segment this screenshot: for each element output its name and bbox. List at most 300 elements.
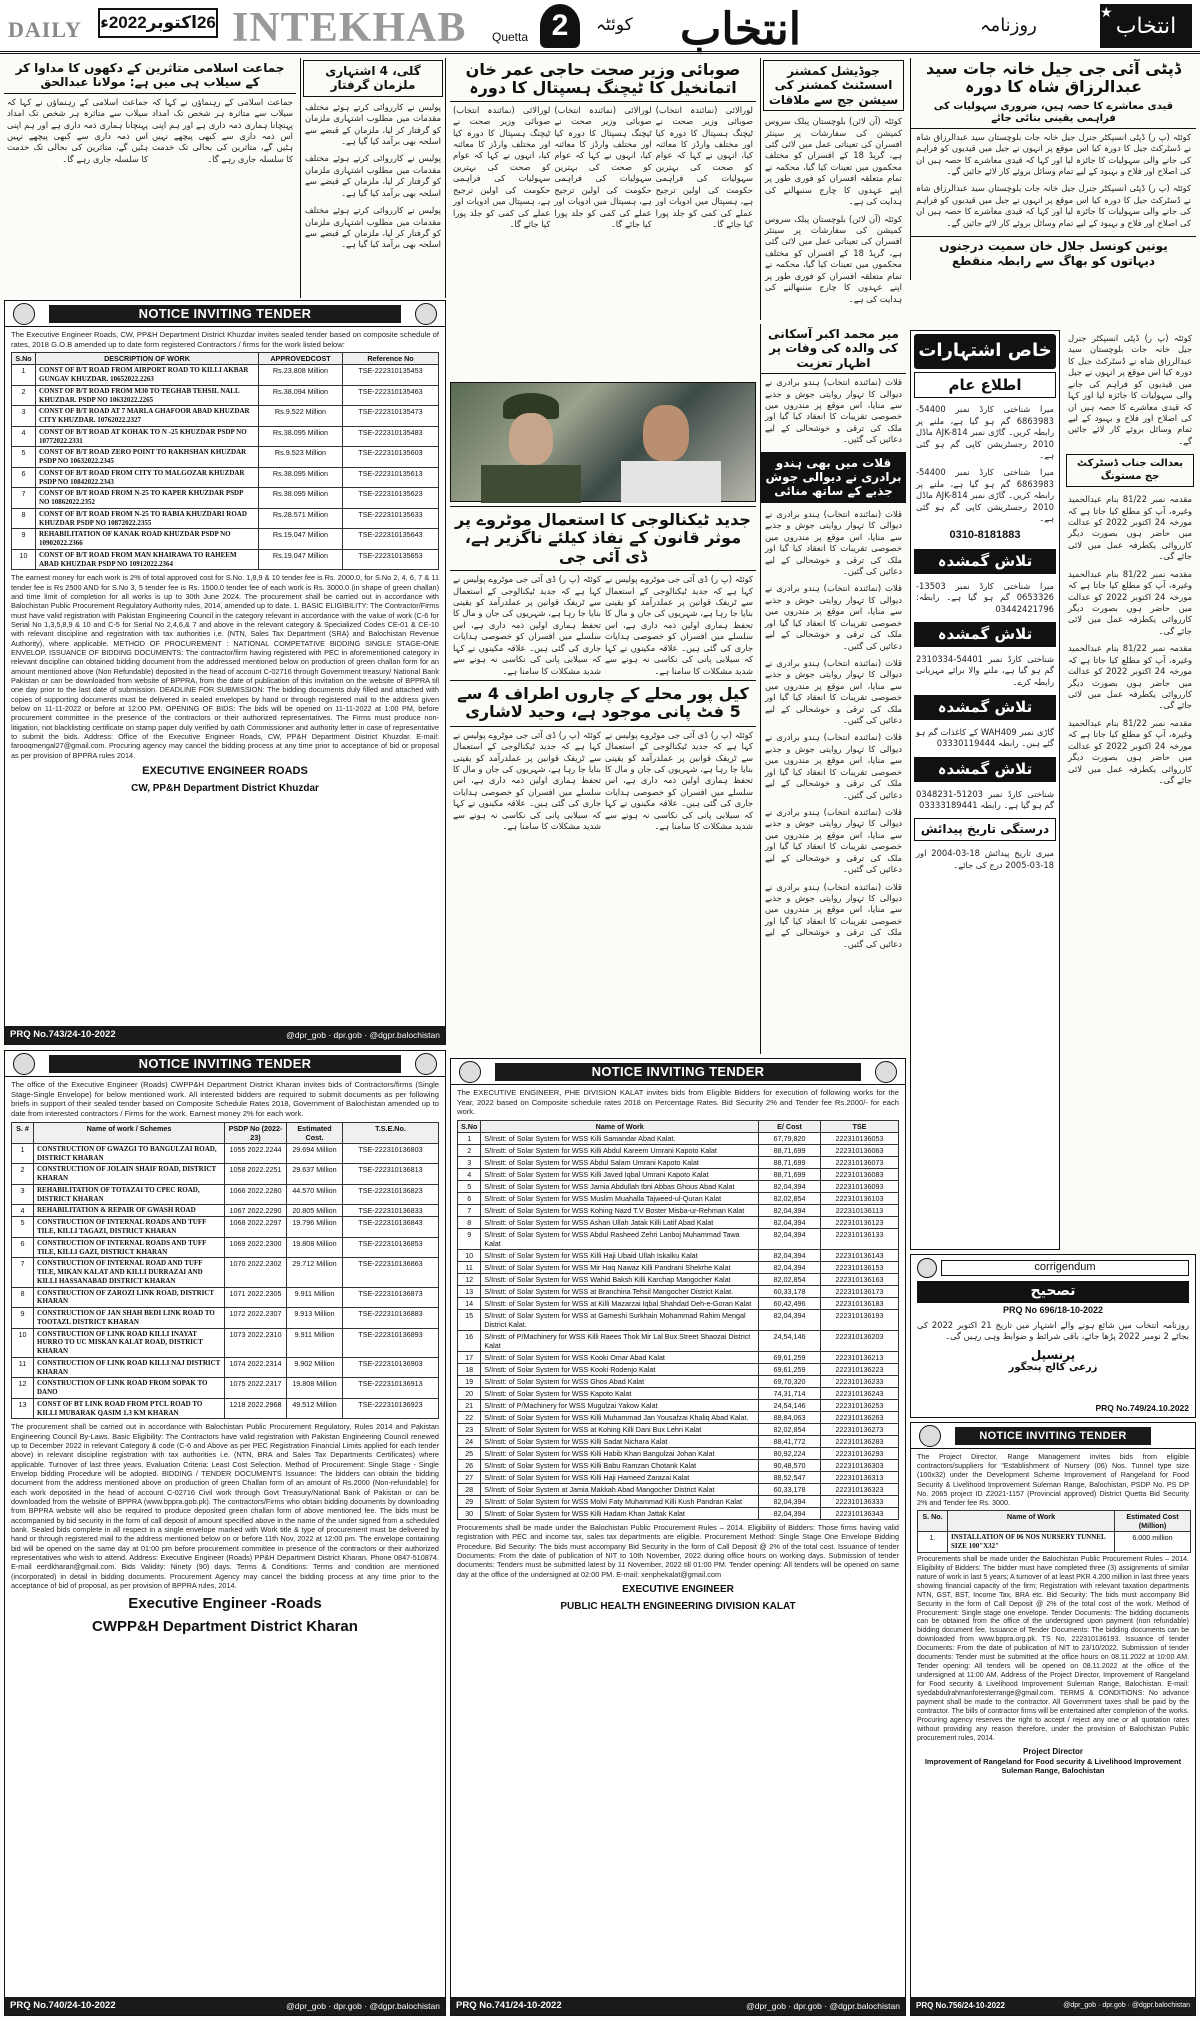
table-cell: TSE-222310135653	[343, 549, 439, 570]
column-header: Name of work / Schemes	[34, 1122, 225, 1143]
lost-body: گاڑی نمبر WAH409 کے کاغذات گم ہو گئے ہیں۔ رابطہ 03330119444	[916, 727, 1054, 749]
table-cell: S/Instt: of Solar System for WSS Kooki Rodenjo Kalat	[481, 1364, 759, 1376]
table-cell: 29.712 Million	[287, 1258, 343, 1287]
table-cell: TSE-222310135453	[343, 365, 439, 386]
headline: میر محمد اکبر آسکانی کی والدہ کی وفات پر اظہار تعزیت	[761, 324, 906, 374]
table-row	[458, 1472, 899, 1484]
news-health-minister	[450, 58, 756, 378]
table-cell: TSE-222310136843	[343, 1217, 439, 1238]
table-row	[458, 1448, 899, 1460]
table-cell: 222310136073	[821, 1157, 899, 1169]
issue-date: 26اکتوبر2022ء	[98, 8, 218, 38]
table-cell: 222310136263	[821, 1412, 899, 1424]
table-cell: 88,71,699	[759, 1169, 821, 1181]
govt-emblem-icon	[917, 1258, 937, 1278]
column-header: S.No	[458, 1121, 481, 1133]
news-arrests	[300, 58, 446, 298]
tender-terms: The procurement shall be carried out in accordance with Balochistan Public Procurement Regulatory, Rules 2014 and Pakistan Engineering Council By-Laws. Basic Eligibility: The Contractors have valid registration with Pakistan Engineering Council renewed up to December 2022 in relevant Category & code (C-6 and Above as per PEC Registration Financial Limits applied for each tender above) in relevant discipline registration with tax authorities i.e. (NTN, BRA and Sales Tax Departments Certificates) where applicable. Turnover of last three years. Evaluation Criteria: Least Cost Selection. Method of Procurement: Single Stage - Single Envelop bidding Procedure will be adopted. BIDDING / TENDER DOCUMENTS Issuance: The bidders can obtain the bidding document from the address mentioned above on production of green Challan form of an amount of Rs.2000 (Non-refundable) for each work deposited in the head of account C-02716 Civil work through Govt Treasury/National Bank of Pakistan or can be downloaded from the website of BPPRA (www.bppra.gob.pk). The contractors/Firms who obtain bidding documents by downloading from BPPRA website will also be required to produce deposited green challan form of above mentioned fee. The bids must be accompanied by bid security in the form of call deposit of amount specified above in the name of the under signed from a scheduled bank. Sealed bids complete in all respect in a single envelope marked with Work title & type of procurement must be delivered by hand or through registered mail to the address mentioned below on or before 11th Nov, 2022 at 12:00 pm. The envelope containing bid will be opened on the same day at 01:00 pm before procurement committee in presence of the contractors or their authorized representatives who wish to attend. Address: Executive Engineer (Roads) PP&H Department District Kharan. Phone 0847-510874. E-mail eerdkharan@gmail.com. Bids Validity: Ninety (90) days. Terms & Conditions: Terms and condition are mentioned (incorporated) in detail in bidding documents. Procurement Agency may cancel the bidding process at any time prior to the acceptance of bid of proposal, as per provision of BPPRA rules, 2014.	[11, 1422, 439, 1590]
table-cell: 1069 2022.2300	[225, 1237, 287, 1258]
tender-kalat	[450, 1058, 906, 2016]
instagram-handle: @dgpr.balochistan	[1131, 2002, 1190, 2009]
table-cell: S/Instt: of Solar System for WSS Ghos Abad Kalat	[481, 1376, 759, 1388]
govt-emblem-icon	[415, 303, 437, 325]
table-cell: CONST OF BT LINK ROAD FROM PTCL ROAD TO KILLI MUBARAK QASIM 1.3 KM KHARAN	[34, 1398, 225, 1419]
table-cell: 222310136193	[821, 1310, 899, 1331]
article-body: کوئٹہ (پ ر) ڈپٹی انسپکٹر جنرل جیل خانہ جات بلوچستان سید عبدالرزاق شاہ نے ڈسٹرکٹ جیل کا دورہ کیا اس موقع پر انہوں نے جیل میں قیدیوں کو فراہم کی جانے والی سہولیات کا جائزہ لیا اور کہا کہ قیدی معاشرے کا حصہ ہیں ان کی اصلاح اور فلاح و بہبود کے لیے تمام وسائل بروئے کار لائے جائیں گے۔	[916, 131, 1191, 177]
table-cell: 222310136143	[821, 1250, 899, 1262]
table-cell: 222310136223	[821, 1364, 899, 1376]
table-cell: 26	[458, 1460, 481, 1472]
table-cell: 88,84,063	[759, 1412, 821, 1424]
table-row	[12, 1237, 439, 1258]
article-body: کوئٹہ (پ ر) ڈپٹی انسپکٹر جنرل جیل خانہ جات بلوچستان سید عبدالرزاق شاہ نے ڈسٹرکٹ جیل کا دورہ کیا اس موقع پر انہوں نے جیل میں قیدیوں کو فراہم کی جانے والی سہولیات کا جائزہ لیا اور کہا کہ قیدی معاشرے کا حصہ ہیں ان کی اصلاح اور فلاح و بہبود کے لیے تمام وسائل بروئے کار لائے جائیں گے۔	[916, 183, 1191, 228]
table-cell: 222310136293	[821, 1448, 899, 1460]
notice-body: کوئٹہ (پ ر) ڈپٹی انسپکٹر جنرل جیل خانہ جات بلوچستان سید عبدالرزاق شاہ نے ڈسٹرکٹ جیل کا دورہ کیا اس موقع پر انہوں نے جیل میں قیدیوں کو فراہم کی جانے والی سہولیات کا جائزہ لیا اور کہا کہ قیدی معاشرے کا حصہ ہیں ان کی اصلاح اور فلاح و بہبود کے لیے تمام وسائل بروئے کار لائے جائیں گے۔	[1068, 333, 1192, 446]
table-cell: 9.913 Million	[287, 1308, 343, 1329]
tender-title: NOTICE INVITING TENDER	[495, 1063, 861, 1081]
table-row	[458, 1310, 899, 1331]
table-cell: 9.902 Million	[287, 1357, 343, 1378]
signatory-office: PUBLIC HEALTH ENGINEERING DIVISION KALAT	[560, 1600, 796, 1612]
signatory-title: Executive Engineer -Roads	[128, 1595, 322, 1613]
table-cell: 82,04,394	[759, 1217, 821, 1229]
table-cell: 29	[458, 1496, 481, 1508]
column-header: DESCRIPTION OF WORK	[36, 353, 259, 365]
table-cell: CONSTRUCTION OF INTERNAL ROADS AND TUFF TILE, KILLI GAZI, DISTRICT KHARAN	[34, 1237, 225, 1258]
instagram-handle: @dgpr.balochistan	[369, 1030, 440, 1040]
table-cell: 5	[12, 1217, 34, 1238]
table-cell: 1	[12, 365, 36, 386]
headline: گلی، 4 اشتہاری ملزمان گرفتار	[303, 60, 443, 97]
tender-table	[917, 1510, 1191, 1553]
table-row	[458, 1274, 899, 1286]
table-cell: 222310136343	[821, 1508, 899, 1520]
table-cell: 3	[12, 1184, 34, 1205]
news-photo	[450, 382, 756, 502]
table-cell: 74,31,714	[759, 1388, 821, 1400]
table-cell: S/Instt: of Solar System for WSS Jamia Abdullah Ibni Abbas Ghous Abad Kalat	[481, 1181, 759, 1193]
table-cell: CONST OF B/T ROAD ZERO POINT TO RAKHSHAN KHUZDAR PSDP NO 10632022.2345	[36, 447, 259, 468]
city-label-ur: کوئٹہ	[596, 15, 633, 34]
table-cell: 1066 2022.2280	[225, 1184, 287, 1205]
table-cell: 10	[12, 549, 36, 570]
table-cell: 19	[458, 1376, 481, 1388]
twitter-handle: @dpr_gob	[286, 1030, 326, 1040]
table-row	[458, 1331, 899, 1352]
table-row	[12, 1143, 439, 1164]
table-cell: 5	[12, 447, 36, 468]
table-cell: CONSTRUCTION OF LINK ROAD KILLI NAJ DISTRICT KHARAN	[34, 1357, 225, 1378]
table-cell: 9	[12, 1308, 34, 1329]
tender-table	[11, 352, 439, 570]
article-body: کوئٹہ (آن لائن) بلوچستان پبلک سروس کمیشن کی سفارشات پر سینئر افسران کی تعیناتی عمل میں لائی گئی ہے، گریڈ 18 کے افسران کو مختلف محکموں میں تعینات کیا گیا، محکمہ نے تمام متعلقہ افسران کو فوری طور پر اپنے عہدوں کا چارج سنبھالنے کی ہدایت کی ہے۔	[765, 213, 902, 304]
table-cell: TSE-222310135483	[343, 426, 439, 447]
table-row	[12, 385, 439, 406]
govt-emblem-icon	[875, 1061, 897, 1083]
signatory-title: Project Director	[1022, 1746, 1084, 1756]
column-header: S. #	[12, 1122, 34, 1143]
court-title: بعدالت جناب ڈسٹرکٹ جج مستونگ	[1066, 454, 1194, 487]
article-body: قلات (نمائندہ انتخاب) ہندو برادری نے دیوالی کا تہوار روایتی جوش و جذبے سے منایا، اس موقع پر مندروں میں خصوصی تقریبات کا انعقاد کیا گیا اور ملک کی ترقی و خوشحالی کے لیے دعائیں کی گئیں۔	[765, 377, 902, 445]
table-row	[458, 1217, 899, 1229]
table-cell: S/Instt: of Solar System for WSS Killi Samandar Abad Kalat.	[481, 1133, 759, 1145]
tender-intro: The EXECUTIVE ENGINEER, PHE DIVISION KALAT invites bids from Eligible Bidders for execution of following works for the Year, 2022 based on Composite schedule rates 2018 on Percentage Rates. Bid Security 2% and Tender fee Rs.2000/- for each work.	[457, 1088, 899, 1117]
corrigendum-title: تصحیح	[917, 1281, 1189, 1303]
signatory-office: CWPP&H Department District Kharan	[92, 1618, 358, 1636]
table-row	[12, 1328, 439, 1357]
table-cell: TSE-222310135633	[343, 508, 439, 529]
table-row	[458, 1157, 899, 1169]
article-body: کوئٹہ (پ ر) ڈی آئی جی موٹروے پولیس نے کہا ہے کہ جدید ٹیکنالوجی کے استعمال سے ٹریفک قوانین پر عملدرآمد کو یقینی بنایا جا رہا ہے، شہریوں کی جان و مال کا تحفظ ہماری اولین ذمہ داری ہے، اس سلسلے میں افسران کو خصوصی ہدایات جاری کی گئی ہیں۔ علاقہ مکینوں نے کہا کہ سیلابی پانی کی نکاسی نہ ہونے سے شدید مشکلات کا سامنا ہے۔	[605, 729, 753, 832]
table-cell: 222310136283	[821, 1436, 899, 1448]
table-cell: Rs.28.571 Million	[259, 508, 343, 529]
column-header: Name of Work	[948, 1511, 1115, 1532]
daily-label-ur: روزنامہ	[980, 15, 1037, 35]
tender-khuzdar	[4, 300, 446, 1045]
news-middle	[450, 382, 756, 1054]
table-row	[458, 1298, 899, 1310]
table-cell: 82,04,394	[759, 1205, 821, 1217]
article-body: لورالائی (نمائندہ انتخاب) صوبائی وزیر صحت نے ٹیچنگ ہسپتال کا دورہ کیا اور مختلف وارڈز کا معائنہ کیا، انہوں نے کہا کہ عوام کو صحت کی بہترین سہولیات کی فراہمی حکومت کی اولین ترجیح ہے، ہسپتال میں ادویات اور عملے کی کمی کو جلد پورا کیا جائے گا۔	[554, 104, 652, 229]
table-cell: 1067 2022.2290	[225, 1205, 287, 1217]
headline: یونین کونسل جلال خان سمیت درجنوں دیہاتوں کو بھاگ سے رابطہ منقطع	[911, 236, 1196, 270]
table-cell: 222310136253	[821, 1400, 899, 1412]
table-cell: CONST OF B/T ROAD FROM M30 TO TEGHAB TEHSIL NALL KHUZDAR. PSDP NO 10632022.2265	[36, 385, 259, 406]
table-cell: TSE-222310136873	[343, 1287, 439, 1308]
table-cell: 222310136303	[821, 1460, 899, 1472]
table-row	[458, 1436, 899, 1448]
facebook-handle: dpr.gob	[1102, 2002, 1126, 2009]
signatory-title: EXECUTIVE ENGINEER ROADS	[142, 765, 308, 777]
headline: قلات میں بھی ہندو برادری نے دیوالی جوش جذبے کے ساتھ منائی	[761, 452, 906, 503]
table-cell: CONST OF B/T ROAD FROM CITY TO MALGOZAR KHUZDAR PSDP NO 10842022.2343	[36, 467, 259, 488]
table-cell: 1070 2022.2302	[225, 1258, 287, 1287]
tender-title: NOTICE INVITING TENDER	[49, 1055, 401, 1073]
table-cell: S/Instt: of Solar System for WSS Mir Haq Nawaz Killi Pandrani Shekrhe Kalat	[481, 1262, 759, 1274]
table-cell: REHABILITATION OF TOTAZAI TO CPEC ROAD, DISTRICT KHARAN	[34, 1184, 225, 1205]
twitter-handle: @dpr_gob	[286, 2001, 326, 2011]
table-cell: S/Instt: of Solar System for WSS Killi Habib Khan Bangulzai Johan Kalat	[481, 1448, 759, 1460]
table-cell: 222310136183	[821, 1298, 899, 1310]
headline: جماعت اسلامی متاثرین کے دکھوں کا مداوا کر کے سیلاب ہی میں ہے: مولانا عبدالحق	[4, 58, 296, 94]
table-cell: S/Instt: of Solar System for WSS Wahid Baksh Killi Karchap Mangocher Kalat	[481, 1274, 759, 1286]
prq-number: PRQ No.756/24-10-2022	[916, 2001, 1005, 2010]
table-row	[12, 1357, 439, 1378]
table-row	[12, 467, 439, 488]
table-cell: REHABILITATION & REPAIR OF GWASH ROAD	[34, 1205, 225, 1217]
table-cell: TSE-222310135643	[343, 529, 439, 550]
table-cell: S/Instt: of Solar System for WSS at Branchina Tehsil Mangocher District Kalat.	[481, 1286, 759, 1298]
table-row	[458, 1496, 899, 1508]
article-body: قلات (نمائندہ انتخاب) ہندو برادری نے دیوالی کا تہوار روایتی جوش و جذبے سے منایا، اس موقع پر مندروں میں خصوصی تقریبات کا انعقاد کیا گیا اور ملک کی ترقی و خوشحالی کے لیے دعائیں کی گئیں۔	[765, 732, 902, 800]
table-cell: 29.637 Million	[287, 1164, 343, 1185]
signatory-office: زرعی کالج پنجگور	[1008, 1361, 1098, 1373]
news-dig-jail	[910, 58, 1196, 280]
column-header: Reference No	[343, 353, 439, 365]
table-row	[12, 488, 439, 509]
table-cell: Rs.38.095 Million	[259, 488, 343, 509]
table-row	[12, 1378, 439, 1399]
tender-table	[457, 1120, 899, 1520]
subheadline: قیدی معاشرے کا حصہ ہیں، ضروری سہولیات کی فراہمی یقینی بنائی جائے	[911, 99, 1196, 129]
table-cell: 14	[458, 1298, 481, 1310]
column-header: TSE	[821, 1121, 899, 1133]
table-cell: Rs.38.095 Million	[259, 467, 343, 488]
table-cell: 82,04,394	[759, 1262, 821, 1274]
table-cell: S/Instt: of Solar System for WSS Kapoto Kalat	[481, 1388, 759, 1400]
classifieds-title: خاص اشتہارات	[914, 334, 1056, 369]
table-cell: TSE-222310136883	[343, 1308, 439, 1329]
table-cell: 222310136133	[821, 1229, 899, 1250]
table-cell: 1218 2022.2968	[225, 1398, 287, 1419]
column-header: E/ Cost	[759, 1121, 821, 1133]
table-cell: 12	[458, 1274, 481, 1286]
table-cell: TSE-222310136913	[343, 1378, 439, 1399]
table-cell: 13	[458, 1286, 481, 1298]
table-row	[458, 1460, 899, 1472]
table-cell: 222310136063	[821, 1145, 899, 1157]
table-cell: 69,61,259	[759, 1352, 821, 1364]
article-body: کوئٹہ (پ ر) ڈی آئی جی موٹروے پولیس نے کہا ہے کہ جدید ٹیکنالوجی کے استعمال سے ٹریفک قوانین پر عملدرآمد کو یقینی بنایا جا رہا ہے، شہریوں کی جان و مال کا تحفظ ہماری اولین ذمہ داری ہے، اس سلسلے میں افسران کو خصوصی ہدایات جاری کی گئی ہیں۔ علاقہ مکینوں نے کہا کہ سیلابی پانی کی نکاسی نہ ہونے سے شدید مشکلات کا سامنا ہے۔	[605, 574, 753, 676]
table-cell: Rs.9.522 Million	[259, 406, 343, 427]
table-cell: 7	[458, 1205, 481, 1217]
table-cell: 8	[458, 1217, 481, 1229]
table-cell: 16	[458, 1331, 481, 1352]
table-cell: Rs.23.808 Million	[259, 365, 343, 386]
table-cell: CONSTRUCTION OF JOLAIN SHAIF ROAD, DISTRICT KHARAN	[34, 1164, 225, 1185]
table-row	[12, 529, 439, 550]
table-cell: CONSTRUCTION OF GWAZGI TO BANGULZAI ROAD, DISTRICT KHARAN	[34, 1143, 225, 1164]
table-row	[458, 1250, 899, 1262]
table-cell: S/Instt: of Solar System for WSS Molvi Faty Muhammad Killi Kush Pandran Kalat	[481, 1496, 759, 1508]
table-cell: 88,41,772	[759, 1436, 821, 1448]
table-cell: 6	[458, 1193, 481, 1205]
table-cell: CONST OF B/T ROAD FROM AIRPORT ROAD TO KILLI AKBAR GUNGAV KHUZDAR. 10652022.2263	[36, 365, 259, 386]
table-cell: 18	[458, 1364, 481, 1376]
table-cell: 7	[12, 1258, 34, 1287]
table-cell: TSE-222310135613	[343, 467, 439, 488]
masthead	[0, 0, 1200, 54]
table-cell: TSE-222310135463	[343, 385, 439, 406]
table-cell: 69,70,320	[759, 1376, 821, 1388]
news-condolence	[760, 324, 906, 1054]
news-jamaat-islami	[4, 58, 296, 298]
table-cell: 90,48,570	[759, 1460, 821, 1472]
table-cell: 20	[458, 1388, 481, 1400]
table-cell: 24,54,146	[759, 1400, 821, 1412]
table-cell: 9	[458, 1229, 481, 1250]
govt-emblem-icon	[415, 1053, 437, 1075]
lost-title: تلاش گمشدہ	[914, 695, 1056, 720]
table-cell: 222310136213	[821, 1352, 899, 1364]
table-row	[458, 1193, 899, 1205]
table-row	[458, 1484, 899, 1496]
table-cell: 13	[12, 1398, 34, 1419]
govt-emblem-icon	[13, 303, 35, 325]
table-cell: 222310136083	[821, 1169, 899, 1181]
table-cell: 1068 2022.2297	[225, 1217, 287, 1238]
table-cell: 1074 2022.2314	[225, 1357, 287, 1378]
table-row	[12, 508, 439, 529]
daily-label: DAILY	[8, 17, 82, 42]
table-cell: 82,02,854	[759, 1193, 821, 1205]
column-header: Estimated Cost.	[287, 1122, 343, 1143]
table-cell: TSE-222310135623	[343, 488, 439, 509]
table-cell: 7	[12, 488, 36, 509]
table-cell: CONSTRUCTION OF JAN SHAH BEDI LINK ROAD TO TOOTAZL DISTRICT KHARAN	[34, 1308, 225, 1329]
tender-footer	[911, 1997, 1195, 2015]
social-handles: @dpr_gob · dpr.gob · @dgpr.balochistan	[286, 1030, 440, 1040]
tender-title: NOTICE INVITING TENDER	[49, 305, 401, 323]
table-cell: 6.000 million	[1115, 1532, 1191, 1553]
column-header: Name of Work	[481, 1121, 759, 1133]
table-cell: 24,54,146	[759, 1331, 821, 1352]
tender-intro: The office of the Executive Engineer (Roads) CWPP&H Department District Kharan invites bids of Contractors/firms (Single Stage-Single Envelope) for below mentioned work. All interested bidders are required to submit documents as per following briefs in support of their sealed tender based on Composite Schedule Rates 2018, Government of Balochistan amended up to date from interested contractors / Firms for the work. Earnest money 2% for each work.	[11, 1080, 439, 1119]
phone-number: 0310-8181883	[949, 529, 1021, 542]
table-cell: 67,79,820	[759, 1133, 821, 1145]
prq-number: PRQ No.743/24-10-2022	[10, 1029, 116, 1040]
tender-footer	[5, 1026, 445, 1044]
headline: ڈپٹی آئی جی جیل خانہ جات سید عبدالرزاق شاہ کا دورہ	[925, 59, 1182, 97]
article-body: پولیس نے کارروائی کرتے ہوئے مختلف مقدمات میں مطلوب اشتہاری ملزمان کو گرفتار کر لیا، ملزمان کے قبضے سے اسلحہ بھی برآمد کیا گیا ہے۔	[305, 101, 441, 147]
table-cell: S/Instt: of P/Machinery for WSS Killi Raees Thok Mir Lal Bux Street Shaozai District Kalat	[481, 1331, 759, 1352]
table-cell: S/Instt: of Solar System for WSS Abdul Rasheed Zehri Lanboj Muhammad Tawa Kalat	[481, 1229, 759, 1250]
table-cell: 2	[12, 385, 36, 406]
page-number: 2	[540, 4, 580, 48]
table-cell: CONST OF B/T ROAD FROM MAN KHAIRAWA TO RAHEEM ABAD KHUZDAR PSDP NO 10912022.2364	[36, 549, 259, 570]
article-body: پولیس نے کارروائی کرتے ہوئے مختلف مقدمات میں مطلوب اشتہاری ملزمان کو گرفتار کر لیا، ملزمان کے قبضے سے اسلحہ بھی برآمد کیا گیا ہے۔	[305, 153, 441, 198]
table-cell: 1055 2022.2244	[225, 1143, 287, 1164]
signatory-office: Improvement of Rangeland for Food security & Livelihood Improvement Suleman Range, Balochistan	[924, 1756, 1182, 1776]
table-cell: TSE-222310136923	[343, 1398, 439, 1419]
table-cell: 222310136093	[821, 1181, 899, 1193]
facebook-handle: dpr.gob	[793, 2001, 822, 2011]
lost-title: تلاش گمشدہ	[914, 757, 1056, 782]
social-handles: @dpr_gob · dpr.gob · @dgpr.balochistan	[1063, 2002, 1190, 2009]
court-body: مقدمہ نمبر 81/22 بنام عبدالحمید وغیرہ، آپ کو مطلع کیا جاتا ہے کہ مورخہ 24 اکتوبر 2022 کو عدالت میں حاضر ہوں بصورت دیگر کارروائی یکطرفہ عمل میں لائی جائے گی۔	[1068, 494, 1193, 562]
table-cell: CONSTRUCTION OF INTERNAL ROAD AND TUFF TILE, MIKAN KALAT AND KILLI DURRAZAI AND KILLI HASSANABAD DISTRICT KHARAN	[34, 1258, 225, 1287]
govt-emblem-icon	[919, 1425, 941, 1447]
table-cell: 21	[458, 1400, 481, 1412]
instagram-handle: @dgpr.balochistan	[369, 2001, 440, 2011]
table-cell: 2	[12, 1164, 34, 1185]
instagram-handle: @dgpr.balochistan	[829, 2001, 900, 2011]
table-cell: S/Instt: of Solar System for WSS Killi Haji Ubaid Ullah Iskalku Kalat	[481, 1250, 759, 1262]
tender-intro: The Project Director, Range Management invites bids from eligible contractors/suppliers for "Establishment of Nursery (06) Nos. Tunnel type size (100x32) under the Development Scheme Improvement of Rangeland for Food Security & Livelihood Improvement Suleman Range, Balochistan, PSDP No. PS DP No. 2065 project ID Z2021-1157 (Provincial approved) District Quetta Bid Security 2% and Tender fee Rs. 3000.	[917, 1452, 1189, 1508]
table-cell: 222310136153	[821, 1262, 899, 1274]
table-row	[12, 1258, 439, 1287]
tender-terms: Procurements shall be made under the Balochistan Public Procurement Rules – 2014. Eligibility of Bidders: The bidder must have completed three (3) assignments of similar nature of work in last 5 years; A turnover of at least PKR 4.200 million in last three years showing financial capacity of the firm; Registration with relevant taxation departments NTN, GST, BST, Income Tax, BRA etc. Bid Security: The bids must accompany Bid Security in the form of Call Deposit @ 2% of the total cost of the work. Method of Procurement: Single stage one envelope. Tender Documents: The bidding documents can be obtained from the office of the undersigned upon payment (non refundable) bidding document fee. Issuance of Tender Documents: The bidding documents can be downloaded from www.bppra.org.pk. TS No. 222310136193. Issuance of tender Documents: From the date of publication of NIT to 23/10/2022. Submission of tender documents: Tender must be submitted at the office hours on 08.11.2022 at 10:00 AM. Tender opening: All tenders will be opened on 08.11.2022 at the office of the undersigned at 11:00 AM. Address of the Project Director, Improvement of Rangeland for Food security & Livelihood Improvement Suleman Range, Balochistan. E-mail: syedabdulrahmanforesterrange@gmail.com. TERMS & CONDITIONS: No advance payment shall be made to the contractor. All Government taxes shall be paid by the contractor. The bills of contractor firms will be entertained after completion of the works. Procuring agency reserves the right to accept / reject any one or all quotation rates without providing any reason therefore, under the provision of Balochistan Public procurement rules, 2014.	[917, 1555, 1189, 1742]
tender-rangeland	[910, 1422, 1196, 2016]
table-cell: S/Instt: of Solar System for WSS Kooki Omar Abad Kalat	[481, 1352, 759, 1364]
dob-body: میری تاریخ پیدائش 18-03-2004 اور 18-03-2005 درج کی جائے۔	[916, 848, 1054, 870]
table-row	[458, 1169, 899, 1181]
table-cell: 6	[12, 467, 36, 488]
table-cell: 22	[458, 1412, 481, 1424]
table-row	[458, 1376, 899, 1388]
table-cell: CONST OF B/T ROAD AT 7 MARLA GHAFOOR ABAD KHUZDAR CITY KHUZDAR. 10762022.2327	[36, 406, 259, 427]
star-icon: ★	[1100, 4, 1113, 20]
signatory-title: EXECUTIVE ENGINEER	[622, 1584, 734, 1596]
tender-terms: The earnest money for each work is 2% of total approved cost for S.No. 1,8,9 & 10 tender fee is Rs. 2000.0, for S.No 2, 4, 6, 7 & 11 tender fee is Rs 2500 AND for S.No 3, 5 tender fee is Rs. 1500.0 tender fee of each work is Rs. 3000.0 (in shape of green challan) and time limit of completion for all works is up to 30th June 2024. The procurement shall be carried out in accordance with Balochistan Public Procurement Regulatory Authority rules, 2014, amended up to date. 1. BASIC ELIGIBILITY: The Contractor/Firms must have valid registration with Pakistan Engineering Council in the category relevant in accordance with the value of work (C-6 for Serial No 1,3,5,8,9 & 10 and C-5 for Serial No 2,4,6,& 7 and above in the relevant category & Specialized Codes CE-01 & CE-10 with relevant discipline and registration with tax authorities i.e. (NTN, Sales Tax Department (SRA) and Balochistan Revenue Authority), where applicable. METHOD OF PROCUREMENT : NATIONAL COMPETATIVE BIDDING SINGLE STAGE-ONE ENVELOP. ISSUANCE OF BIDDING DOCUMENTS: The contractor/firm having registered with PEC in aforementioned category in relevant discipline can obtained bidding document from the addressed mentioned below on production of green challan form for an amount mentioned above (Non Refundable) deposited in the head of account C-02716 through Government treasury/ National Bank Pakistan or can be downloaded from website of BPPRA, from the date of publication of this invitation on the website of BPPRA till one day prior to the last date of submission. DEADLINE FOR SUBMISSION: The bidding documents duly filled and attached with copies of supporting documents must be delivered in sealed envelopes by hand or through registered mail to the address given below on 11-11-2022 or before at 12:00 PM. OPENING OF BIDS: The bids will be opened on 11-11-2022 at 1:00 PM, before procurement committee in the presence of the contractors or their authorized representatives. The Firms must produce non-litigation, not blacklisting certificate on stamp paper duly verified by oath Commissioner and authority letter in case of representative to submit the bids. Address: Office of the Executive Engineer Roads, CW, PP&H Department District Khuzdar. E-mail: farooqmengal27@gmail.com. Procuring agency may cancel the bidding process at any time prior to acceptance of bid or proposal as per provision of BPPRA rules 2014.	[11, 573, 439, 760]
table-cell: S/Instt: of Solar System for WSS Killi Babu Ramzan Chotank Kalat	[481, 1460, 759, 1472]
social-handles: @dpr_gob · dpr.gob · @dgpr.balochistan	[286, 2001, 440, 2011]
table-cell: 10	[12, 1328, 34, 1357]
table-cell: TSE-222310136893	[343, 1328, 439, 1357]
table-cell: 19.808 Million	[287, 1378, 343, 1399]
table-row	[918, 1532, 1191, 1553]
tender-kharan	[4, 1050, 446, 2016]
news-judicial-commissioner	[760, 58, 906, 320]
table-cell: CONST OF B/T ROAD AT KOHAK TO N -25 KHUZDAR PSDP NO 10772022.2331	[36, 426, 259, 447]
table-cell: 222310136203	[821, 1331, 899, 1352]
city-label-en: Quetta	[492, 30, 529, 44]
table-cell: 1075 2022.2317	[225, 1378, 287, 1399]
column-header: Estimated Cost (Million)	[1115, 1511, 1191, 1532]
table-cell: 222310136113	[821, 1205, 899, 1217]
table-cell: Rs.19.047 Million	[259, 529, 343, 550]
table-cell: 11	[458, 1262, 481, 1274]
twitter-handle: @dpr_gob	[746, 2001, 786, 2011]
table-cell: 27	[458, 1472, 481, 1484]
table-cell: 60,33,178	[759, 1286, 821, 1298]
headline: جوڈیشل کمشنر اسسٹنٹ کمشنر کی سیشن جج سے ملاقات	[763, 60, 904, 111]
table-cell: 10	[458, 1250, 481, 1262]
table-row	[458, 1388, 899, 1400]
table-cell: TSE-222310135603	[343, 447, 439, 468]
lost-title: تلاش گمشدہ	[914, 622, 1056, 647]
table-row	[458, 1145, 899, 1157]
table-cell: 222310136103	[821, 1193, 899, 1205]
table-cell: S/Instt: of Solar System for WSS at Kohing Killi Dani Bux Lehri Kalat	[481, 1424, 759, 1436]
table-cell: 88,52,547	[759, 1472, 821, 1484]
table-cell: 1.	[918, 1532, 948, 1553]
table-cell: CONST OF B/T ROAD FROM N-25 TO RABIA KHUZDARI ROAD KHUZDAR PSDP NO 10872022.2355	[36, 508, 259, 529]
table-cell: 82,04,394	[759, 1508, 821, 1520]
table-row	[458, 1400, 899, 1412]
table-row	[458, 1262, 899, 1274]
table-row	[12, 1398, 439, 1419]
newspaper-logo: انتخاب	[1100, 4, 1192, 48]
article-body: قلات (نمائندہ انتخاب) ہندو برادری نے دیوالی کا تہوار روایتی جوش و جذبے سے منایا، اس موقع پر مندروں میں خصوصی تقریبات کا انعقاد کیا گیا اور ملک کی ترقی و خوشحالی کے لیے دعائیں کی گئیں۔	[765, 881, 902, 949]
tender-footer	[451, 1997, 905, 2015]
table-cell: TSE-222310136823	[343, 1184, 439, 1205]
table-cell: 82,04,394	[759, 1496, 821, 1508]
table-cell: 222310136163	[821, 1274, 899, 1286]
signatory-title: پرنسپل	[1030, 1347, 1076, 1362]
court-body: مقدمہ نمبر 81/22 بنام عبدالحمید وغیرہ، آپ کو مطلع کیا جاتا ہے کہ مورخہ 24 اکتوبر 2022 کو عدالت میں حاضر ہوں بصورت دیگر کارروائی یکطرفہ عمل میں لائی جائے گی۔	[1068, 643, 1193, 711]
prq-number: PRQ No.740/24-10-2022	[10, 2000, 116, 2011]
table-cell: 19.796 Million	[287, 1217, 343, 1238]
table-cell: 60,42,496	[759, 1298, 821, 1310]
lost-body: شناختی کارڈ نمبر 51203-0348231 گم ہو گیا ہے۔ رابطہ 03333189441	[916, 788, 1054, 811]
table-cell: 19.808 Million	[287, 1237, 343, 1258]
table-cell: S/Instt: of Solar System for WSS Kohing Nazd T.V Boster Misba-ur-Rehman Kalat	[481, 1205, 759, 1217]
govt-emblem-icon	[459, 1061, 481, 1083]
corrigendum-body: روزنامہ انتخاب میں شائع ہونے والے اشتہار میں تاریخ 21 اکتوبر 2022 کی بجائے 2 نومبر 2022 پڑھا جائے، باقی شرائط و ضوابط وہی رہیں گی۔	[917, 1319, 1190, 1342]
table-cell: Rs.38.094 Million	[259, 385, 343, 406]
table-cell: 82,02,854	[759, 1274, 821, 1286]
court-body: مقدمہ نمبر 81/22 بنام عبدالحمید وغیرہ، آپ کو مطلع کیا جاتا ہے کہ مورخہ 24 اکتوبر 2022 کو عدالت میں حاضر ہوں بصورت دیگر کارروائی یکطرفہ عمل میں لائی جائے گی۔	[1068, 568, 1193, 636]
table-cell: REHABILITATION OF KANAK ROAD KHUZDAR PSDP NO 10902022.2366	[36, 529, 259, 550]
column-header: S. No.	[918, 1511, 948, 1532]
table-cell: 82,04,394	[759, 1310, 821, 1331]
column-header: S.No	[12, 353, 36, 365]
table-cell: 82,04,394	[759, 1229, 821, 1250]
table-cell: 69,61,259	[759, 1364, 821, 1376]
table-row	[12, 426, 439, 447]
table-cell: 9.911 Million	[287, 1287, 343, 1308]
